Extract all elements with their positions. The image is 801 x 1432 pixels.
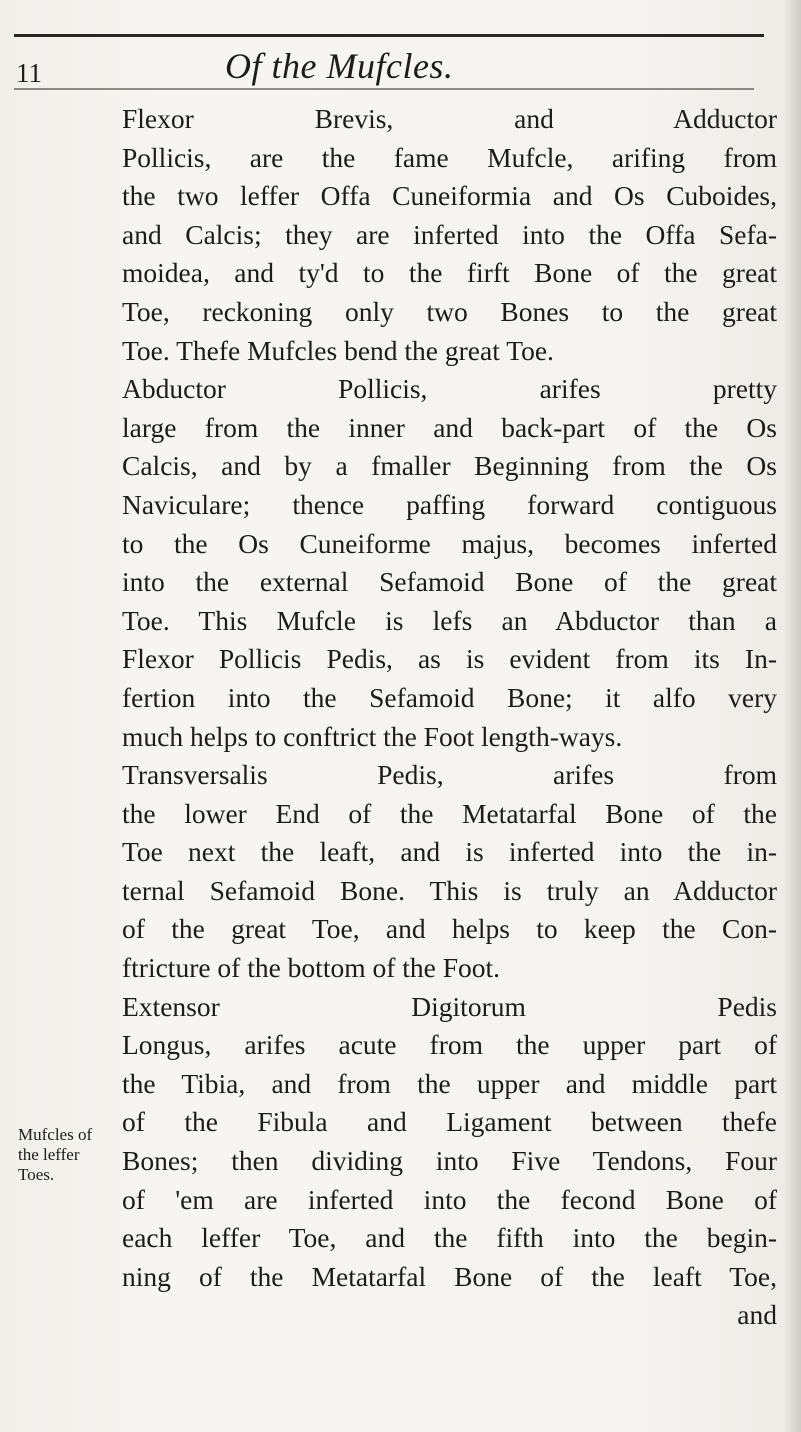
margin-note-line: Toes. [18,1165,55,1184]
text-line: Flexor Brevis, and Adductor [122,103,777,134]
text-line: of the great Toe, and helps to keep the Con- [122,913,777,945]
text-line: Calcis, and by a fmaller Beginning from the Os [122,450,777,482]
text-line: Abductor Pollicis, arifes pretty [122,373,777,405]
text-line: much helps to conftrict the Foot length-ways. [122,720,623,752]
text-line: ning of the Metatarfal Bone of the leaft Toe, [122,1260,777,1292]
text-line: fertion into the Sefamoid Bone; it alfo very [122,681,777,713]
body-text [122,100,777,1335]
header-underline [14,88,754,90]
text-line: Toe, reckoning only two Bones to the great [122,295,777,327]
page-edge-shadow [783,0,801,1432]
text-line: Transversalis Pedis, arifes from [122,759,777,791]
text-line: Extensor Digitorum Pedis [122,990,777,1022]
running-head: Of the Mufcles. [225,46,454,86]
text-line: Bones; then dividing into Five Tendons, Four [122,1145,777,1177]
header-rule [14,34,764,37]
page-number: 11 [16,58,42,88]
text-line: Toe. This Mufcle is lefs an Abductor than a [122,604,777,636]
text-line: ftricture of the bottom of the Foot. [122,952,501,984]
text-line: of the Fibula and Ligament between thefe [122,1106,777,1138]
text-line: Pollicis, are the fame Mufcle, arifing from [122,141,777,173]
text-line: the two leffer Offa Cuneiformia and Os Cuboides, [122,180,777,212]
text-line: Toe. Thefe Mufcles bend the great Toe. [122,334,554,366]
text-line: of 'em are inferted into the fecond Bone of [122,1183,777,1215]
text-line: into the external Sefamoid Bone of the great [122,566,777,598]
text-line: the Tibia, and from the upper and middle part [122,1067,777,1099]
text-line: moidea, and ty'd to the firft Bone of the great [122,257,777,289]
text-line: Toe next the leaft, and is inferted into the in- [122,836,777,868]
margin-note [18,1125,102,1185]
text-line: and Calcis; they are inferted into the Offa Sefa- [122,218,777,250]
text-line: ternal Sefamoid Bone. This is truly an Adductor [122,874,777,906]
text-line: the lower End of the Metatarfal Bone of the [122,797,777,829]
text-line: Naviculare; thence paffing forward contiguous [122,488,777,520]
margin-note-line: the leffer [18,1145,80,1164]
margin-note-line: Mufcles of [18,1125,93,1144]
catchword: and [737,1299,777,1331]
text-line: each leffer Toe, and the fifth into the begin- [122,1222,777,1254]
text-line: Longus, arifes acute from the upper part of [122,1029,777,1061]
text-line: Flexor Pollicis Pedis, as is evident from its In- [122,643,777,675]
text-line: large from the inner and back-part of the Os [122,411,777,443]
text-line: to the Os Cuneiforme majus, becomes inferted [122,527,777,559]
